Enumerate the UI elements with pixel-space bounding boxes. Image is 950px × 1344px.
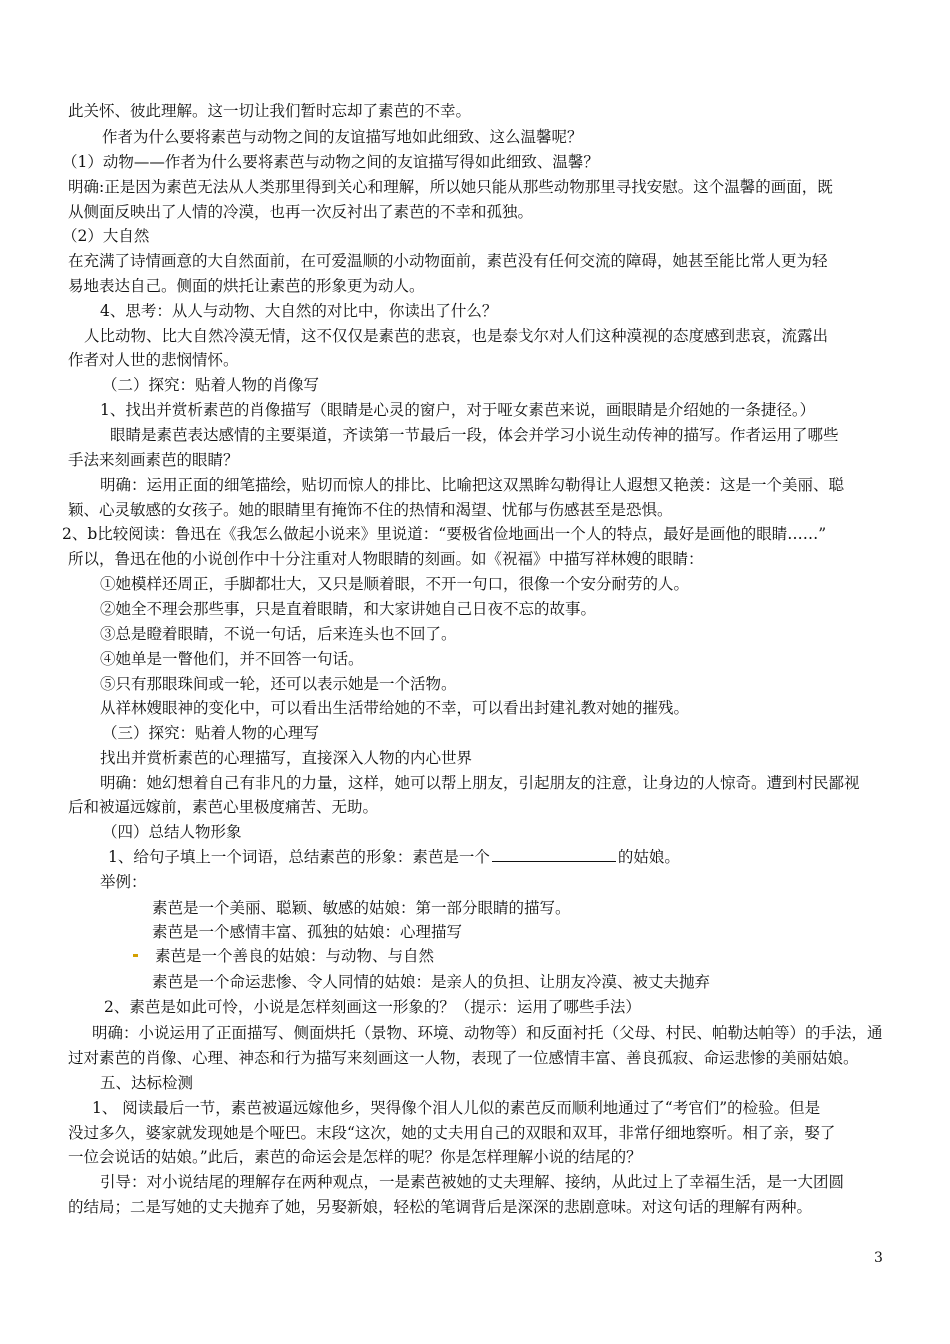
text-line: 作者为什么要将素芭与动物之间的友谊描写地如此细致、这么温馨呢？ [102, 128, 583, 146]
text-line: ④她单是一瞥他们，并不回答一句话。 [100, 650, 364, 668]
fill-blank-sentence [108, 847, 680, 867]
text-line: 从侧面反映出了人情的冷漠，也再一次反衬出了素芭的不幸和孤独。 [68, 203, 534, 221]
text-line: 素芭是一个命运悲惨、令人同情的姑娘：是亲人的负担、让朋友冷漠、被丈夫抛弃 [152, 973, 711, 991]
text-line: 一位会说话的姑娘。”此后，素芭的命运会是怎样的呢？你是怎样理解小说的结尾的？ [68, 1148, 642, 1166]
fill-blank-prompt: 1、给句子填上一个词语，总结素芭的形象：素芭是一个 [108, 848, 490, 866]
text-line: 人比动物、比大自然冷漠无情，这不仅仅是素芭的悲哀，也是泰戈尔对人们这种漠视的态度感到悲哀，流露出 [84, 327, 829, 345]
text-line: ②她全不理会那些事，只是直着眼睛，和大家讲她自己日夜不忘的故事。 [100, 600, 597, 618]
text-line: 五、达标检测 [100, 1074, 194, 1092]
text-line: 颖、心灵敏感的女孩子。她的眼睛里有掩饰不住的热情和渴望、忧郁与伤感甚至是恐惧。 [68, 501, 673, 519]
text-line: （三）探究：贴着人物的心理写 [102, 724, 320, 742]
text-line: 没过多久，婆家就发现她是个哑巴。末段“这次，她的丈夫用自己的双眼和双耳，非常仔细地察听。相了亲，娶了 [68, 1124, 836, 1142]
text-line: （四）总结人物形象 [102, 823, 242, 841]
text-line: 2、b比较阅读：鲁迅在《我怎么做起小说来》里说道：“要极省俭地画出一个人的特点，最好是画他的眼睛……” [62, 525, 827, 543]
text-line: 所以，鲁迅在他的小说创作中十分注重对人物眼睛的刻画。如《祝福》中描写祥林嫂的眼睛： [68, 550, 704, 568]
text-line: 此关怀、彼此理解。这一切让我们暂时忘却了素芭的不幸。 [68, 102, 472, 120]
text-line: 素芭是一个美丽、聪颖、敏感的姑娘：第一部分眼睛的描写。 [152, 899, 571, 917]
text-line: （二）探究：贴着人物的肖像写 [102, 376, 320, 394]
text-line: 举例： [100, 873, 147, 891]
text-line: 明确：小说运用了正面描写、侧面烘托（景物、环境、动物等）和反面衬托（父母、村民、帕勒达帕等）的手法，通 [92, 1024, 883, 1042]
text-line: 手法来刻画素芭的眼睛？ [68, 451, 239, 469]
text-line: 找出并赏析素芭的心理描写，直接深入人物的内心世界 [100, 749, 473, 767]
text-line: 作者对人世的悲悯情怀。 [68, 351, 239, 369]
text-line: 明确：运用正面的细笔描绘，贴切而惊人的排比、比喻把这双黑眸勾勒得让人遐想又艳羡：这是一个美丽、聪 [100, 476, 845, 494]
text-line: 素芭是一个善良的姑娘：与动物、与自然 [155, 947, 435, 965]
text-line: 眼睛是素芭表达感情的主要渠道，齐读第一节最后一段，体会并学习小说生动传神的描写。作者运用了哪些 [110, 426, 839, 444]
text-line: （1）动物——作者为什么要将素芭与动物之间的友谊描写得如此细致、温馨？ [62, 153, 599, 171]
text-line: 易地表达自己。侧面的烘托让素芭的形象更为动人。 [68, 277, 425, 295]
text-line: 1、 阅读最后一节，素芭被逼远嫁他乡，哭得像个泪人儿似的素芭反而顺利地通过了“考官们”的检验。但是 [92, 1099, 821, 1117]
text-line: 2、素芭是如此可怜，小说是怎样刻画这一形象的？（提示：运用了哪些手法） [104, 998, 641, 1016]
text-line: 过对素芭的肖像、心理、神态和行为描写来刻画这一人物，表现了一位感情丰富、善良孤寂、命运悲惨的美丽姑娘。 [68, 1049, 859, 1067]
text-line: ③总是瞪着眼睛，不说一句话，后来连头也不回了。 [100, 625, 457, 643]
page-number: 3 [874, 1250, 883, 1266]
text-line: ①她模样还周正，手脚都壮大，又只是顺着眼，不开一句口，很像一个安分耐劳的人。 [100, 575, 690, 593]
text-line: 在充满了诗情画意的大自然面前，在可爱温顺的小动物面前，素芭没有任何交流的障碍，她甚至能比常人更为轻 [68, 252, 828, 270]
text-line: 1、找出并赏析素芭的肖像描写（眼睛是心灵的窗户，对于哑女素芭来说，画眼睛是介绍她的一条捷径。） [100, 401, 816, 419]
text-line: 明确:正是因为素芭无法从人类那里得到关心和理解，所以她只能从那些动物那里寻找安慰。这个温馨的画面，既 [68, 178, 833, 196]
blank-line [492, 847, 616, 862]
text-line: 后和被逼远嫁前，素芭心里极度痛苦、无助。 [68, 798, 379, 816]
text-line: （2）大自然 [62, 227, 150, 245]
text-line: 素芭是一个感情丰富、孤独的姑娘：心理描写 [152, 923, 463, 941]
fill-blank-suffix: 的姑娘。 [617, 848, 680, 866]
yellow-dot-mark [133, 954, 138, 957]
text-line: 引导：对小说结尾的理解存在两种观点，一是素芭被她的丈夫理解、接纳，从此过上了幸福生活，是一大团圆 [100, 1173, 845, 1191]
text-line: 从祥林嫂眼神的变化中，可以看出生活带给她的不幸，可以看出封建礼教对她的摧残。 [100, 699, 690, 717]
text-line: ⑤只有那眼珠间或一轮，还可以表示她是一个活物。 [100, 675, 457, 693]
text-line: 明确：她幻想着自己有非凡的力量，这样，她可以帮上朋友，引起朋友的注意，让身边的人惊奇。遭到村民鄙视 [100, 774, 860, 792]
text-line: 的结局；二是写她的丈夫抛弃了她，另娶新娘，轻松的笔调背后是深深的悲剧意味。对这句话的理解有两种。 [68, 1198, 813, 1216]
text-line: 4、思考：从人与动物、大自然的对比中，你读出了什么？ [100, 302, 498, 320]
